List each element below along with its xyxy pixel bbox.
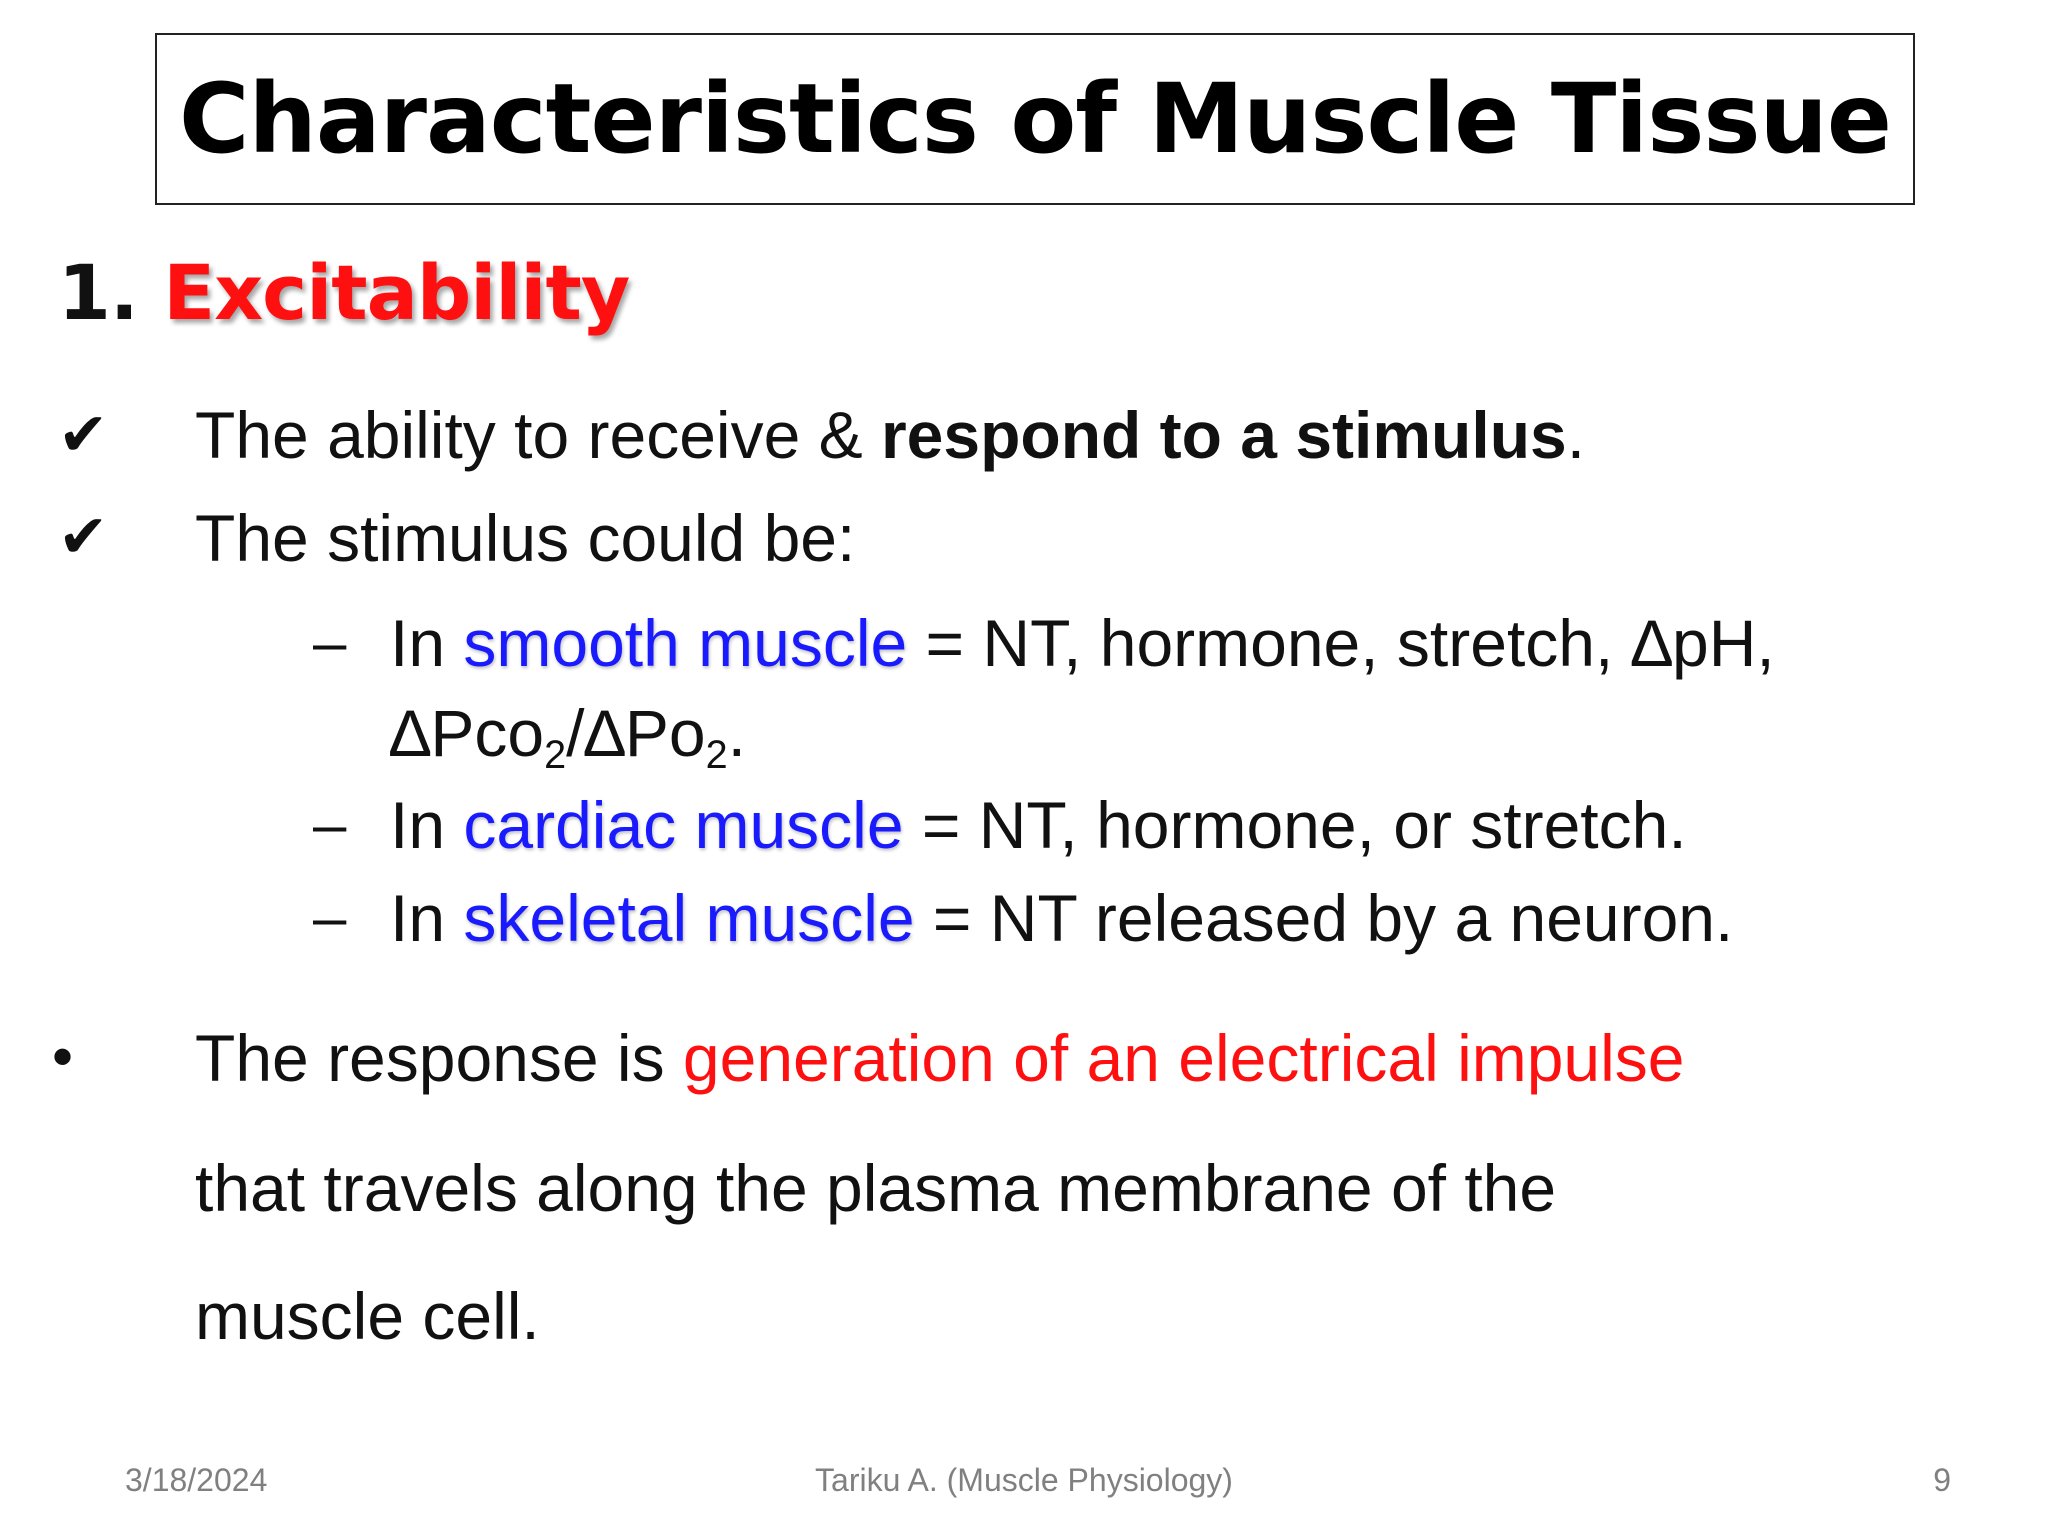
section-name: Excitability <box>163 248 630 337</box>
sub-item-rest: = NT, hormone, stretch, ∆pH, <box>907 606 1775 680</box>
sub-item-rest: = NT released by a neuron. <box>914 881 1734 955</box>
sub-item-skeletal <box>390 880 1733 956</box>
dash-marker: – <box>313 791 347 858</box>
delta-pco-text: ∆Pco <box>390 696 545 770</box>
footer-date: 3/18/2024 <box>125 1462 268 1498</box>
footer-page-number: 9 <box>1933 1462 1951 1498</box>
section-heading <box>58 248 629 337</box>
check-item-2 <box>195 500 855 576</box>
bullet-dot: • <box>52 1023 74 1090</box>
response-highlight: generation of an electrical impulse <box>682 1021 1685 1095</box>
sub-item-rest: = NT, hormone, or stretch. <box>903 788 1687 862</box>
smooth-muscle-term: smooth muscle <box>463 606 908 680</box>
sub-item-smooth-line2 <box>390 695 746 778</box>
check-item-1 <box>195 397 1585 473</box>
sub-item-prefix: In <box>390 606 464 680</box>
section-separator: . <box>109 248 138 337</box>
check-item-1-text: The ability to receive & <box>195 398 881 472</box>
response-prefix: The response is <box>195 1021 683 1095</box>
check-item-1-end: . <box>1566 398 1586 472</box>
sub-item-prefix: In <box>390 788 464 862</box>
period: . <box>727 696 746 770</box>
section-number: 1 <box>58 248 110 337</box>
footer-author: Tariku A. (Muscle Physiology) <box>815 1462 1233 1498</box>
response-line-1 <box>195 1020 1685 1096</box>
cardiac-muscle-term: cardiac muscle <box>463 788 904 862</box>
response-line-2: that travels along the plasma membrane of the <box>195 1151 1557 1225</box>
dash-marker: – <box>313 609 347 676</box>
checkmark-icon: ✔ <box>58 503 109 570</box>
sub-item-cardiac <box>390 787 1687 863</box>
sub-item-prefix: In <box>390 881 464 955</box>
subscript-2: 2 <box>544 732 567 777</box>
check-item-2-text: The stimulus could be: <box>195 501 856 575</box>
subscript-2: 2 <box>705 732 728 777</box>
response-line-3: muscle cell. <box>195 1279 540 1353</box>
checkmark-icon: ✔ <box>58 401 109 468</box>
check-item-1-bold: respond to a stimulus <box>880 398 1567 472</box>
slide-title: Characteristics of Muscle Tissue <box>179 63 1891 175</box>
title-box <box>155 33 1915 205</box>
sub-item-smooth <box>390 605 1775 681</box>
delta-po-text: /∆Po <box>566 696 706 770</box>
dash-marker: – <box>313 884 347 951</box>
skeletal-muscle-term: skeletal muscle <box>463 881 915 955</box>
